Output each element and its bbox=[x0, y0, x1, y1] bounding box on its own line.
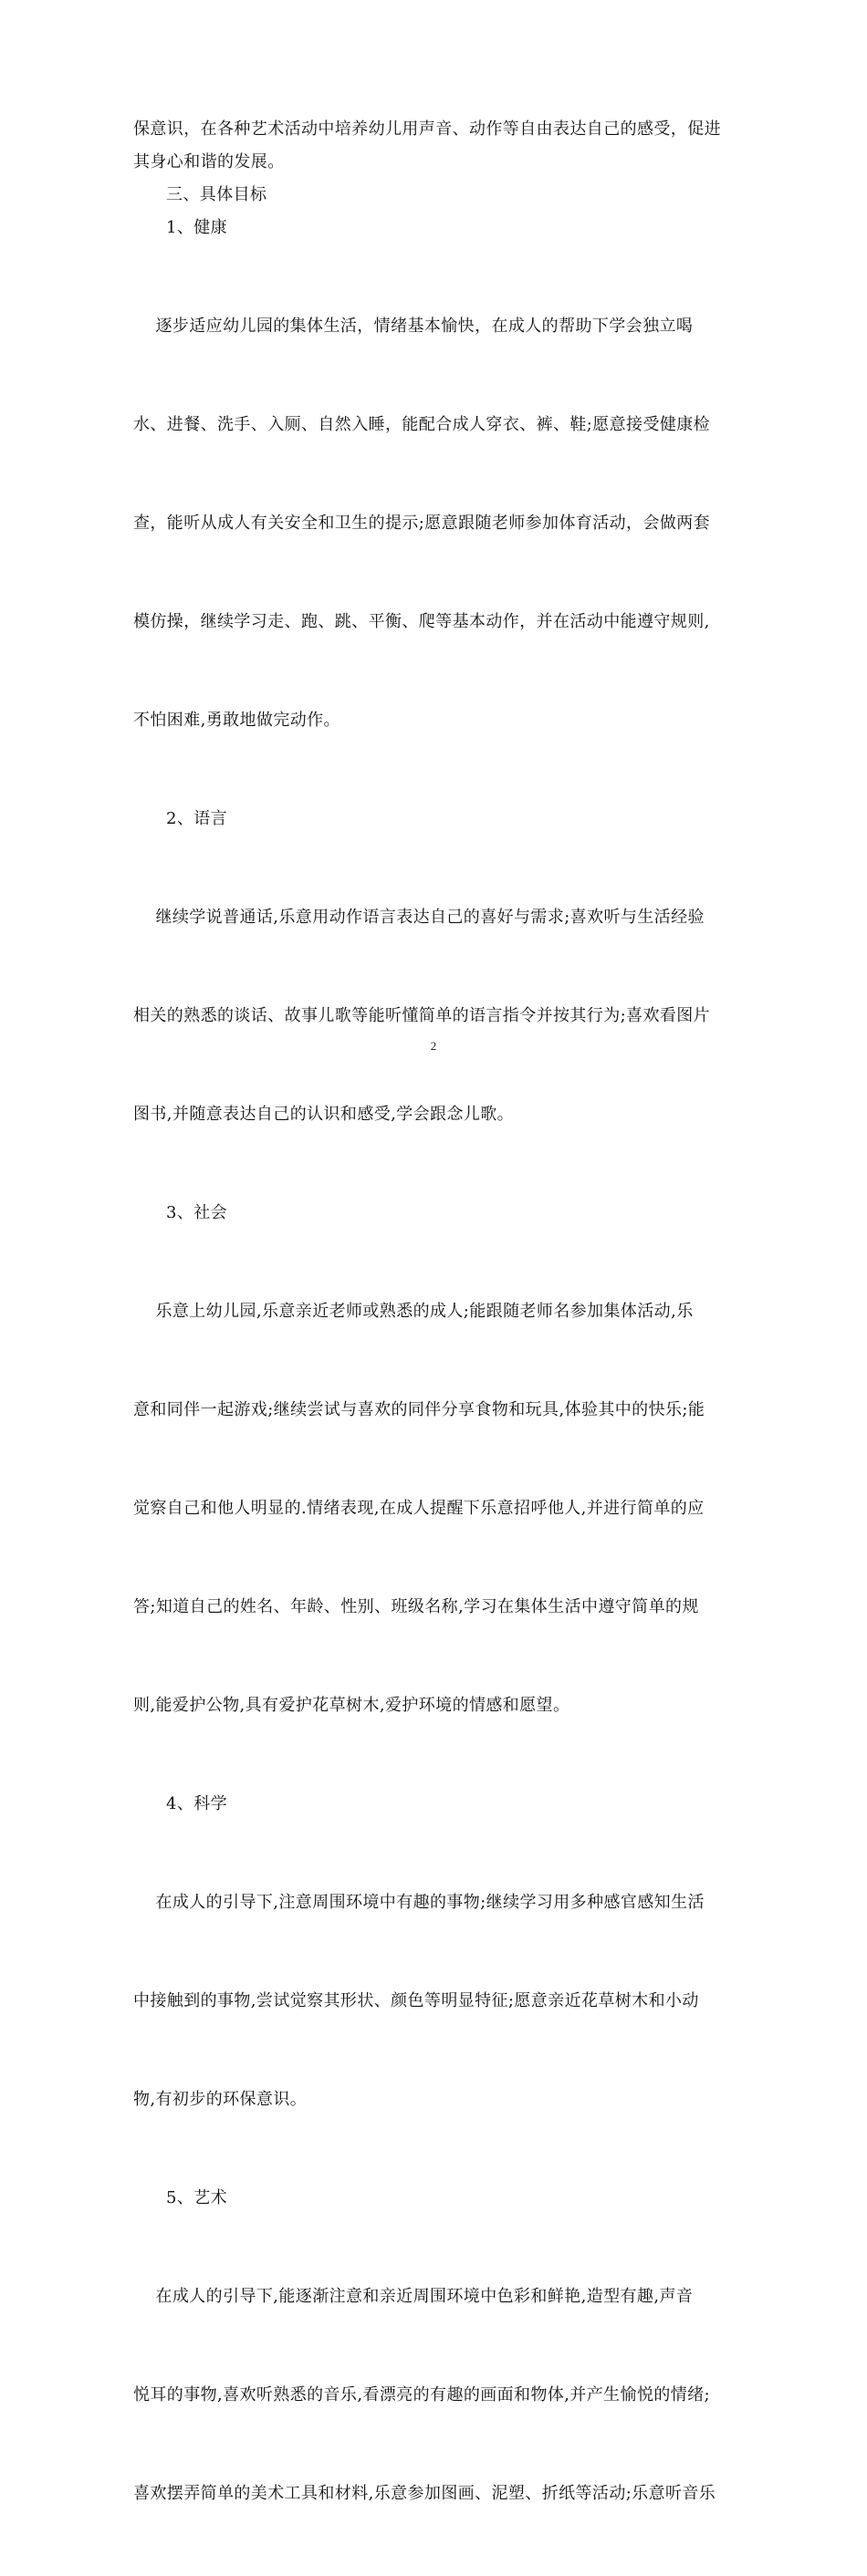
text-line: 中接触到的事物,尝试觉察其形状、颜色等明显特征;愿意亲近花草树木和小动 bbox=[133, 1991, 699, 2010]
paragraph-language bbox=[133, 836, 736, 1197]
subheading-society bbox=[133, 1197, 736, 1230]
subheading-art bbox=[133, 2182, 736, 2215]
text-line: 在成人的引导下,能逐渐注意和亲近周围环境中色彩和鲜艳,造型有趣,声音 bbox=[133, 2287, 694, 2306]
heading-line: 3、社会 bbox=[166, 1203, 228, 1222]
subheading-science bbox=[133, 1788, 736, 1821]
subheading-health bbox=[133, 212, 736, 244]
text-line: 觉察自己和他人明显的.情绪表现,在成人提醒下乐意招呼他人,并进行简单的应 bbox=[133, 1499, 705, 1518]
paragraph-art bbox=[133, 2215, 736, 2576]
text-line: 保意识，在各种艺术活动中培养幼儿用声音、动作等自由表达自己的感受，促进 bbox=[133, 119, 721, 139]
paragraph-science bbox=[133, 1821, 736, 2182]
text-line: 乐意上幼儿园,乐意亲近老师或熟悉的成人;能跟随老师名参加集体活动,乐 bbox=[133, 1302, 694, 1321]
text-line: 在成人的引导下,注意周围环境中有趣的事物;继续学习用多种感官感知生活 bbox=[133, 1893, 705, 1912]
text-line: 不怕困难,勇敢地做完动作。 bbox=[133, 711, 340, 730]
text-line: 查，能听从成人有关安全和卫生的提示;愿意跟随老师参加体育活动，会做两套 bbox=[133, 514, 711, 533]
text-line: 则,能爱护公物,具有爱护花草树木,爱护环境的情感和愿望。 bbox=[133, 1696, 570, 1715]
text-line: 逐步适应幼儿园的集体生活，情绪基本愉快，在成人的帮助下学会独立喝 bbox=[133, 317, 694, 336]
heading-line: 三、具体目标 bbox=[166, 185, 267, 204]
text-line: 图书,并随意表达自己的认识和感受,学会跟念儿歌。 bbox=[133, 1105, 515, 1124]
text-line: 答;知道自己的姓名、年龄、性别、班级名称,学习在集体生活中遵守简单的规 bbox=[133, 1597, 699, 1616]
heading-line: 4、科学 bbox=[166, 1794, 228, 1813]
text-line: 意和同伴一起游戏;继续尝试与喜欢的同伴分享食物和玩具,体验其中的快乐;能 bbox=[133, 1400, 705, 1419]
document-body bbox=[133, 113, 736, 2576]
paragraph-health bbox=[133, 244, 736, 803]
paragraph-intro-continued bbox=[133, 113, 736, 179]
subheading-language bbox=[133, 803, 736, 836]
paragraph-society bbox=[133, 1230, 736, 1788]
text-line: 相关的熟悉的谈话、故事儿歌等能听懂简单的语言指令并按其行为;喜欢看图片 bbox=[133, 1006, 711, 1025]
heading-line: 1、健康 bbox=[166, 218, 228, 237]
text-line: 其身心和谐的发展。 bbox=[133, 152, 285, 171]
text-line: 继续学说普通话,乐意用动作语言表达自己的喜好与需求;喜欢听与生活经验 bbox=[133, 908, 705, 927]
heading-line: 5、艺术 bbox=[166, 2188, 228, 2207]
text-line: 喜欢摆弄简单的美术工具和材料,乐意参加图画、泥塑、折纸等活动;乐意听音乐 bbox=[133, 2484, 716, 2503]
page-number: 2 bbox=[430, 1039, 437, 1053]
heading-line: 2、语言 bbox=[166, 809, 228, 828]
text-line: 模仿操，继续学习走、跑、跳、平衡、爬等基本动作，并在活动中能遵守规则, bbox=[133, 612, 710, 631]
section-heading-specific-goals bbox=[133, 179, 736, 212]
text-line: 物,有初步的环保意识。 bbox=[133, 2090, 308, 2109]
text-line: 悦耳的事物,喜欢听熟悉的音乐,看漂亮的有趣的画面和物体,并产生愉悦的情绪; bbox=[133, 2385, 711, 2405]
text-line: 水、进餐、洗手、入厕、自然入睡，能配合成人穿衣、裤、鞋;愿意接受健康检 bbox=[133, 415, 711, 434]
